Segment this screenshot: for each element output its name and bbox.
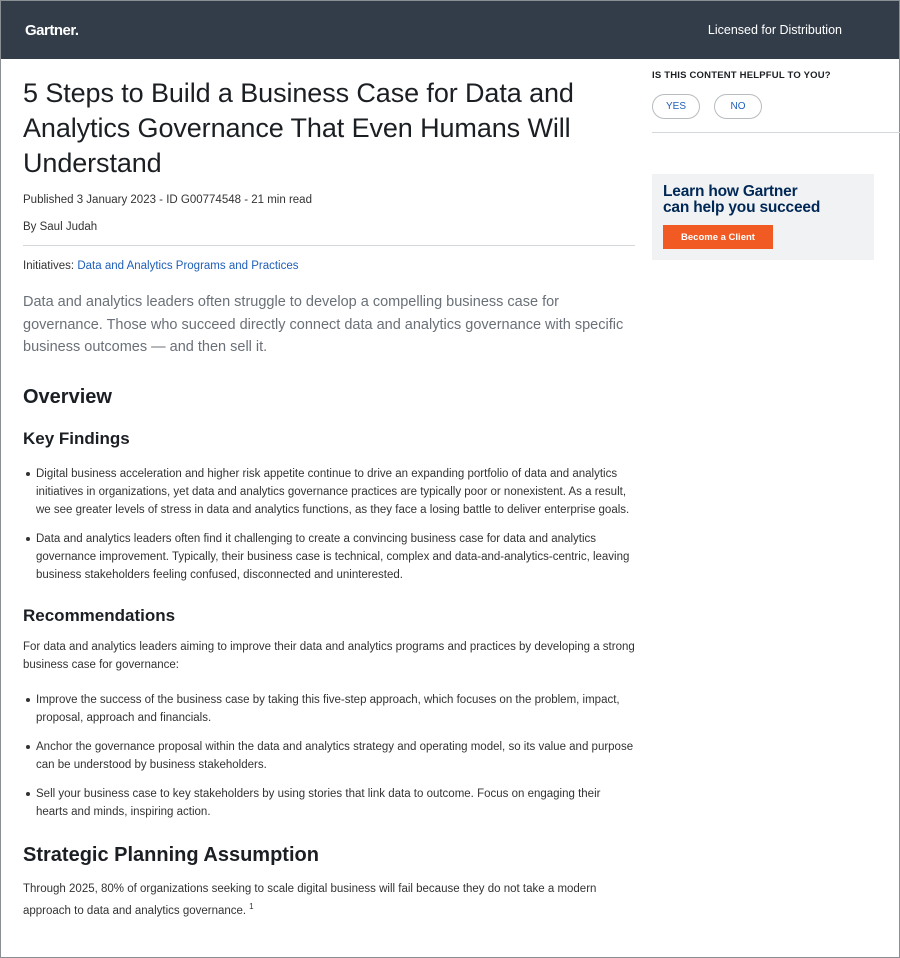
strategic-planning-assumption-heading: Strategic Planning Assumption [23, 843, 319, 866]
list-item: Sell your business case to key stakeholders by using stories that link data to outcome. Focus on engaging their hearts and minds, inspiring action. [23, 785, 635, 821]
spa-text: Through 2025, 80% of organizations seeking to scale digital business will fail because they do not take a modern approach to data and analytics governance. [23, 882, 597, 917]
publication-meta: Published 3 January 2023 - ID G00774548 - 21 min read [23, 194, 312, 206]
author-byline: By Saul Judah [23, 221, 98, 233]
article-main [23, 59, 635, 919]
gartner-logo[interactable]: Gartner. [25, 21, 79, 39]
footnote-link[interactable]: 1 [249, 901, 254, 911]
right-sidebar [652, 59, 900, 260]
article-summary: Data and analytics leaders often struggle to develop a compelling business case for governance. Those who succeed directly connect data and analytics governance with specific business outcomes — and then sell it. [23, 294, 624, 355]
promo-title [663, 184, 863, 216]
page-title: 5 Steps to Build a Business Case for Data and Analytics Governance That Even Humans Will Understand [23, 78, 574, 178]
feedback-buttons [652, 94, 900, 119]
recommendations-heading: Recommendations [23, 605, 176, 625]
strategic-planning-assumption-text [23, 880, 635, 920]
list-item: Digital business acceleration and higher risk appetite continue to drive an expanding portfolio of data and analytics initiatives in organizations, yet data and analytics governance practices are typically poor or nonexistent. As a result, we see greater levels of stress in data and analytics functions, as they face a losing battle to deliver enterprise goals. [23, 465, 635, 519]
promo-title-line: can help you succeed [663, 199, 821, 216]
list-item: Data and analytics leaders often find it challenging to create a convincing business case for data and analytics governance improvement. Typically, their business case is technical, complex and data-and-analytics-centric, leaving business stakeholders feeling confused, disconnected and uninterested. [23, 530, 635, 584]
initiatives-label: Initiatives: [23, 260, 78, 272]
recommendations-intro: For data and analytics leaders aiming to improve their data and analytics programs and practices by developing a strong business case for governance: [23, 640, 635, 671]
overview-heading: Overview [23, 385, 112, 408]
initiatives-line [23, 260, 635, 272]
sidebar-divider [652, 132, 900, 133]
licensed-for-distribution-label: Licensed for Distribution [707, 23, 842, 37]
list-item: Anchor the governance proposal within the data and analytics strategy and operating model, so its value and purpose can be understood by business stakeholders. [23, 738, 635, 774]
list-item: Improve the success of the business case by taking this five-step approach, which focuses on the problem, impact, proposal, approach and financials. [23, 691, 635, 727]
become-a-client-button[interactable]: Become a Client [663, 225, 773, 249]
promo-title-line: Learn how Gartner [663, 183, 798, 200]
header-divider [23, 245, 635, 246]
gartner-promo-box [652, 174, 874, 260]
key-findings-heading: Key Findings [23, 428, 130, 448]
recommendations-list [23, 691, 635, 821]
no-button[interactable]: NO [714, 94, 762, 119]
yes-button[interactable]: YES [652, 94, 700, 119]
top-header-bar [1, 1, 899, 59]
initiatives-link[interactable]: Data and Analytics Programs and Practices [77, 260, 299, 272]
helpful-question: IS THIS CONTENT HELPFUL TO YOU? [652, 70, 831, 81]
key-findings-list [23, 465, 635, 584]
